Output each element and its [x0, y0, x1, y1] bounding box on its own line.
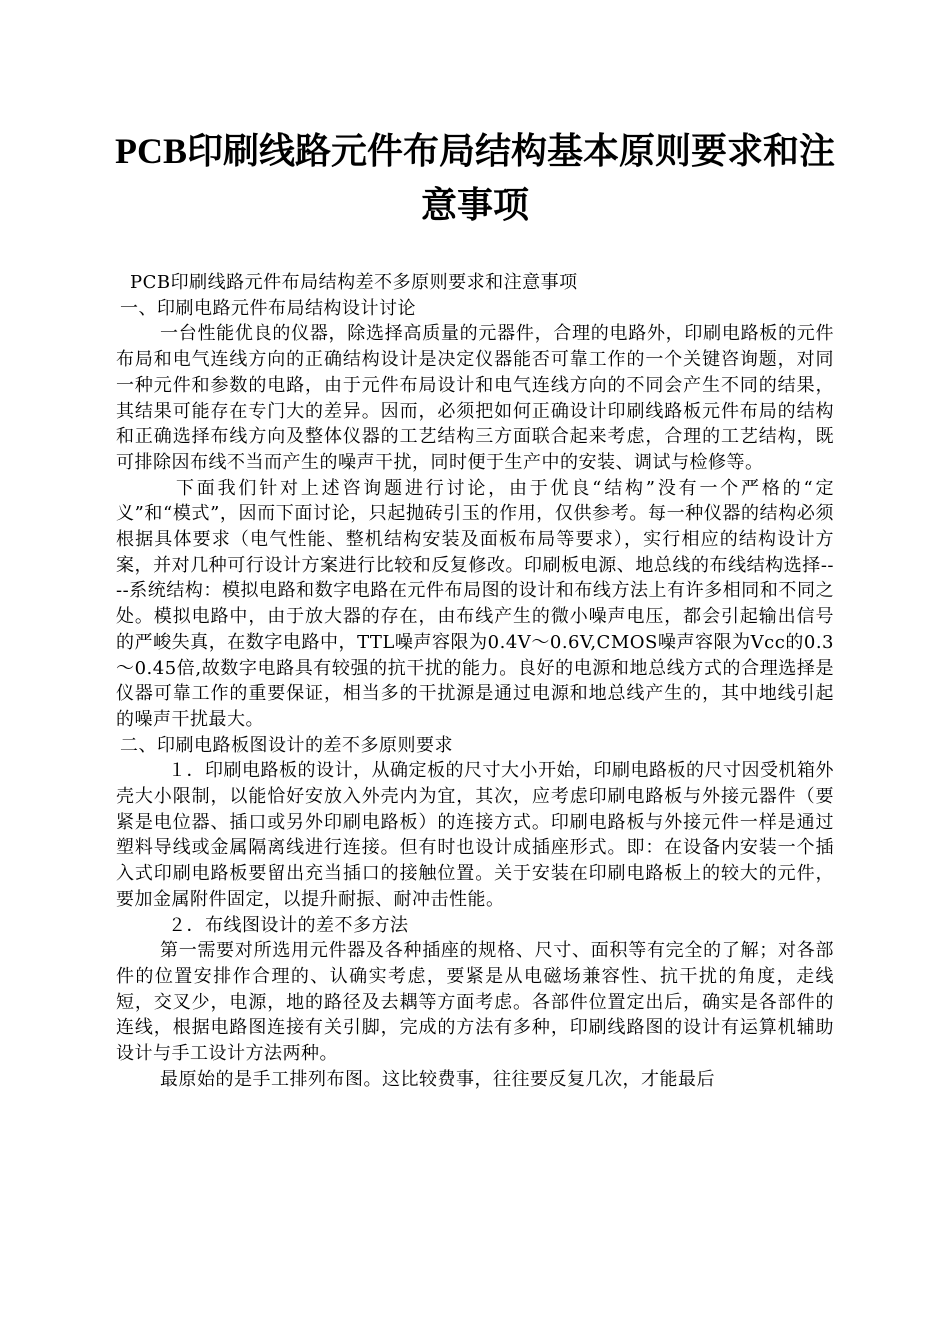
section-2-subheading: ２．布线图设计的差不多方法	[168, 914, 409, 936]
paragraph-3: １．印刷电路板的设计，从确定板的尺寸大小开始，印刷电路板的尺寸因受机箱外壳大小限制，以能恰好安放入外壳内为宜，其次，应考虑印刷电路板与外接元器件（要紧是电位器、插口或另外印刷电路板）的连接方式。印刷电路板与外接元件一样是通过塑料导线或金属隔离线进行连接。但有时也设计成插座形式。即：在设备内安装一个插入式印刷电路板要留出充当插口的接触位置。关于安装在印刷电路板上的较大的元件，要加金属附件固定，以提升耐振、耐冲击性能。	[116, 760, 834, 910]
paragraph-2: 下面我们针对上述咨询题进行讨论，由于优良“结构”没有一个严格的“定义”和“模式”，因而下面讨论，只起抛砖引玉的作用，仅供参考。每一种仪器的结构必须根据具体要求（电气性能、整机结构安装及面板布局等要求），实行相应的结构设计方案，并对几种可行设计方案进行比较和反复修改。印刷板电源、地总线的布线结构选择----系统结构：模拟电路和数字电路在元件布局图的设计和布线方法上有许多相同和不同之处。模拟电路中，由于放大器的存在，由布线产生的微小噪声电压，都会引起输出信号的严峻失真，在数字电路中，TTL噪声容限为0.4V～0.6V,CMOS噪声容限为Vcc的0.3～0.45倍,故数字电路具有较强的抗干扰的能力。良好的电源和地总线方式的合理选择是仪器可靠工作的重要保证，相当多的干扰源是通过电源和地总线产生的，其中地线引起的噪声干扰最大。	[116, 477, 834, 730]
section-1-heading: 一、印刷电路元件布局结构设计讨论	[120, 297, 416, 319]
paragraph-1: 一台性能优良的仪器，除选择高质量的元器件，合理的电路外，印刷电路板的元件布局和电气连线方向的正确结构设计是决定仪器能否可靠工作的一个关键咨询题，对同一种元件和参数的电路，由于元件布局设计和电气连线方向的不同会产生不同的结果，其结果可能存在专门大的差异。因而，必须把如何正确设计印刷线路板元件布局的结构和正确选择布线方向及整体仪器的工艺结构三方面联合起来考虑，合理的工艺结构，既可排除因布线不当而产生的噪声干扰，同时便于生产中的安装、调试与检修等。	[116, 323, 834, 473]
document-title: PCB印刷线路元件布局结构基本原则要求和注意事项	[114, 131, 835, 225]
document-subtitle: PCB印刷线路元件布局结构差不多原则要求和注意事项	[130, 272, 578, 293]
paragraph-5: 最原始的是手工排列布图。这比较费事，往往要反复几次，才能最后	[160, 1068, 715, 1090]
paragraph-4: 第一需要对所选用元件器及各种插座的规格、尺寸、面积等有完全的了解；对各部件的位置安排作合理的、认确实考虑，要紧是从电磁场兼容性、抗干扰的角度，走线短，交叉少，电源，地的路径及去耦等方面考虑。各部件位置定出后，确实是各部件的连线，根据电路图连接有关引脚，完成的方法有多种，印刷线路图的设计有运算机辅助设计与手工设计方法两种。	[116, 940, 834, 1065]
section-2-heading: 二、印刷电路板图设计的差不多原则要求	[120, 734, 453, 756]
document-body	[116, 270, 834, 1093]
